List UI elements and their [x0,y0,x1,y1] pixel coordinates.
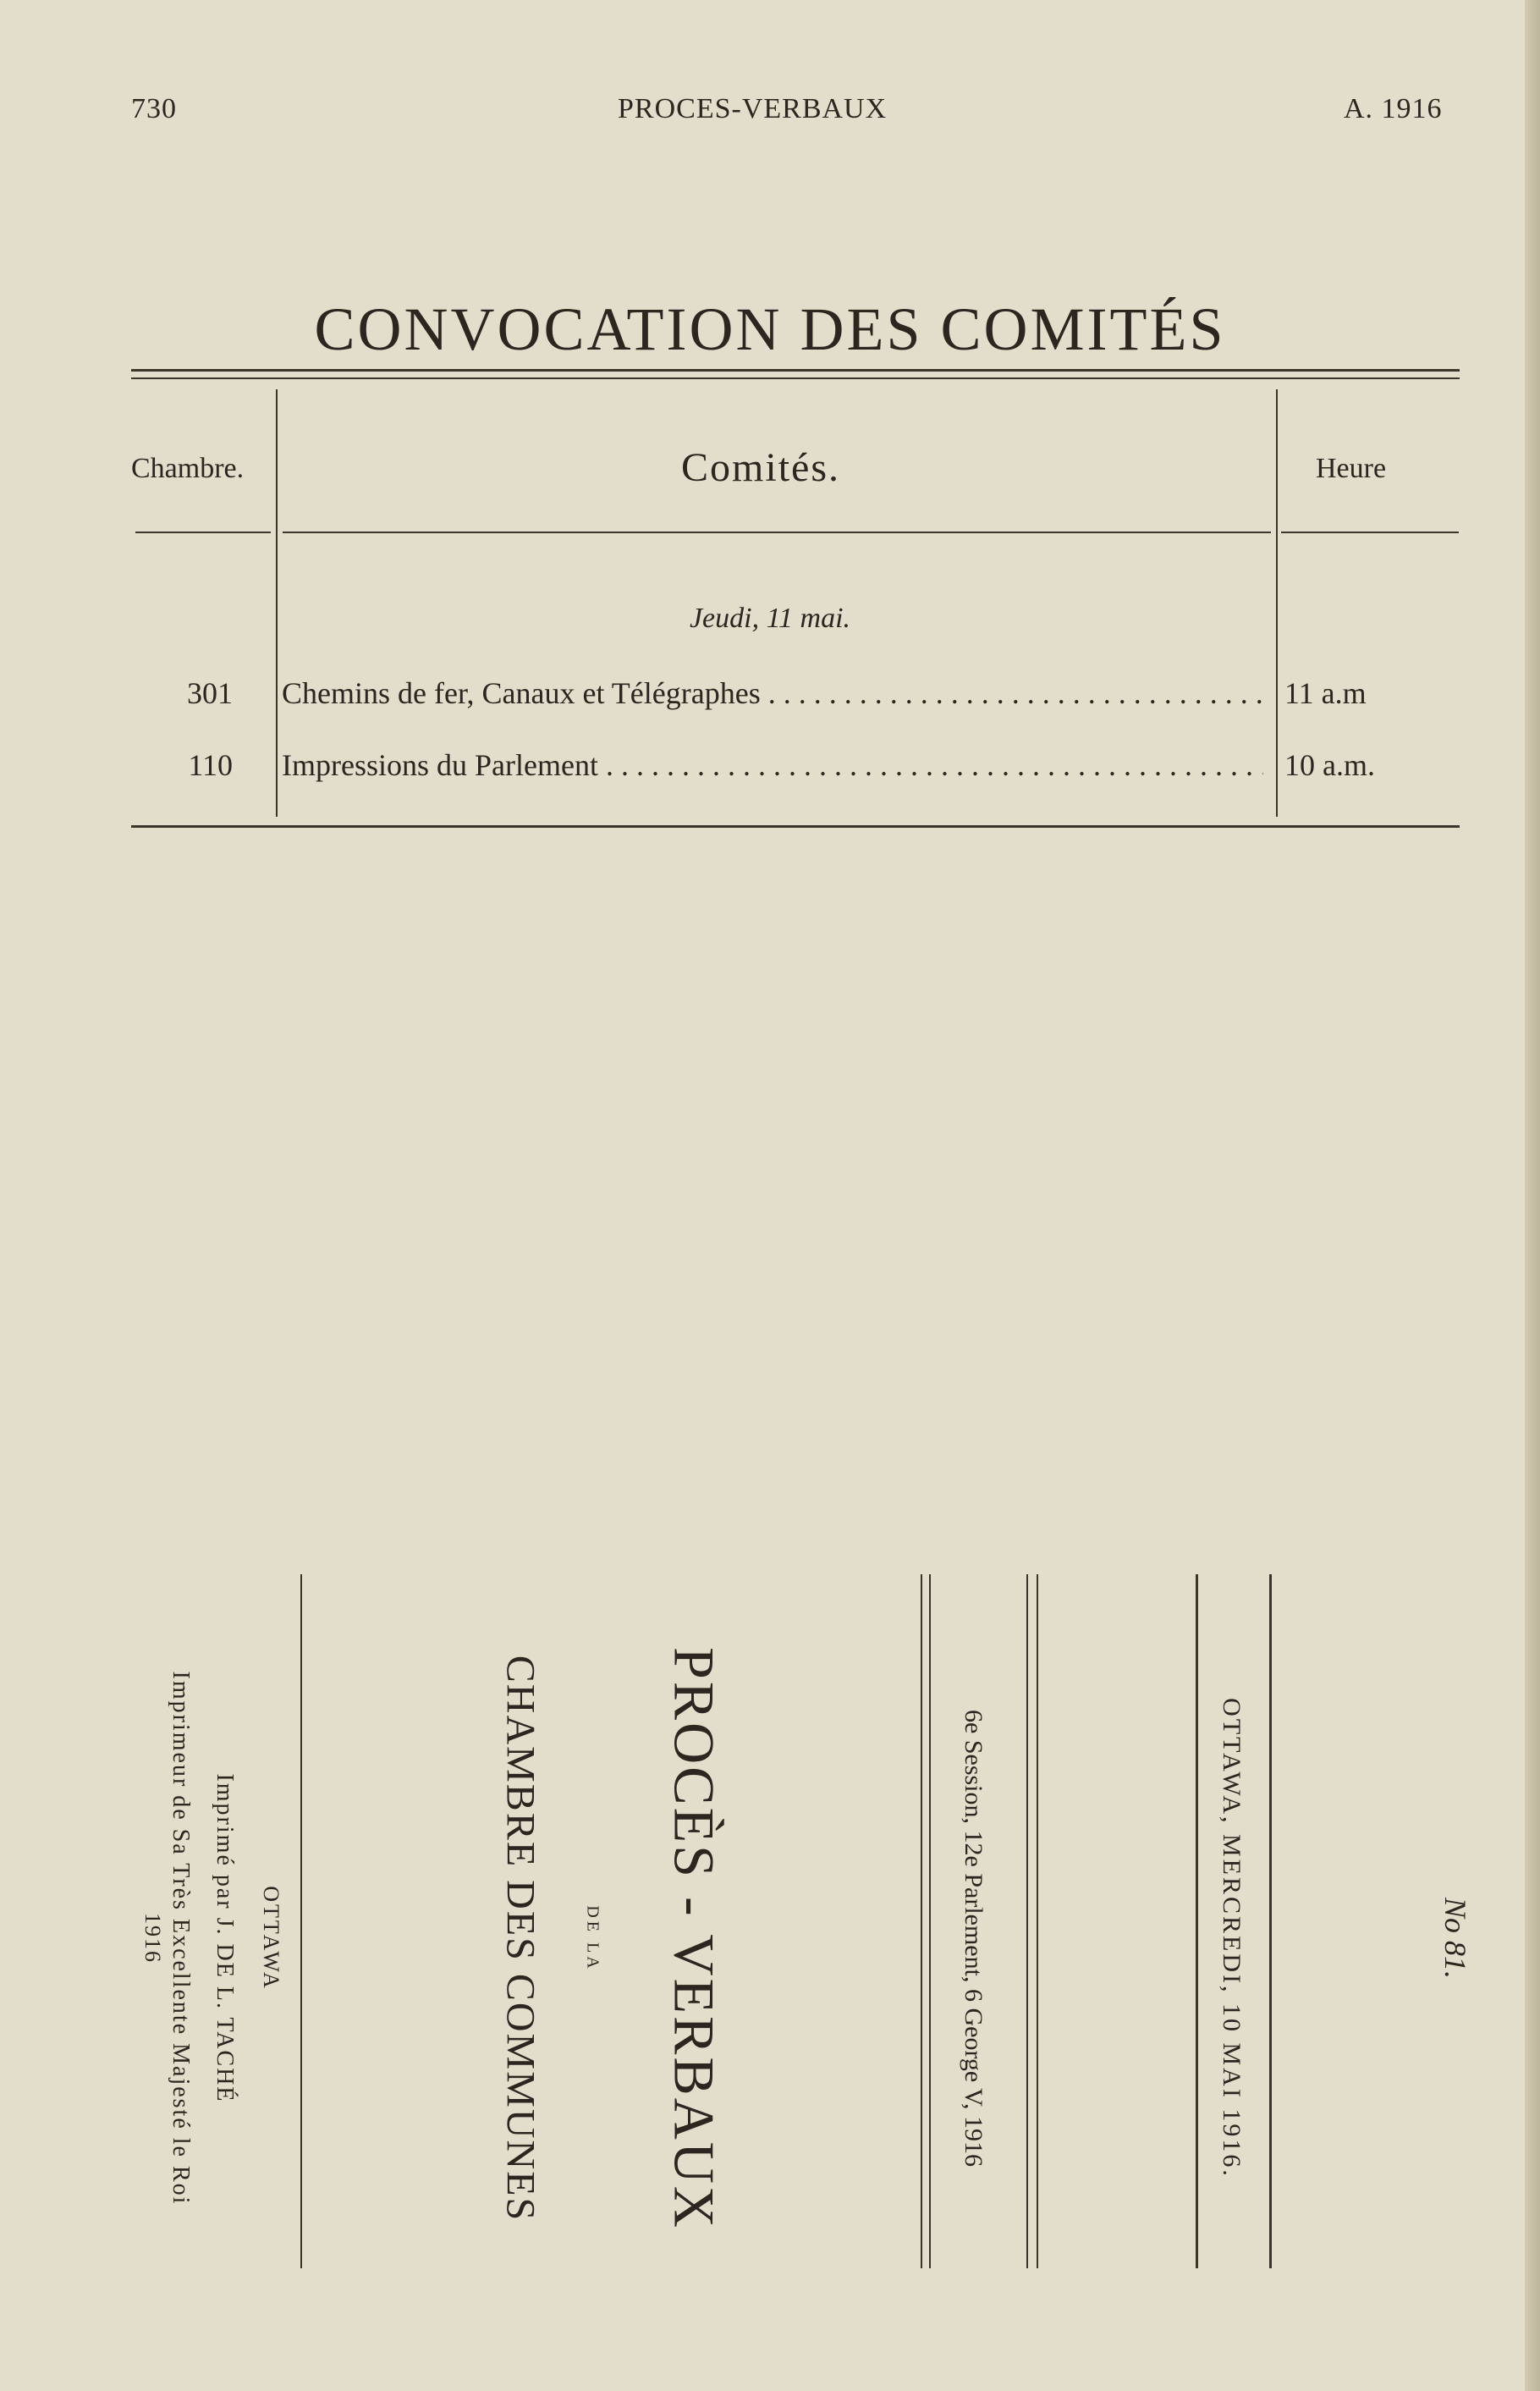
cover-rule [1026,1574,1028,2268]
printer-year: 1916 [140,1913,165,1964]
issue-date: OTTAWA, MERCREDI, 10 MAI 1916. [1218,1698,1246,2179]
header-underline [283,532,1271,533]
table-row [0,675,1540,718]
printer-title: Imprimeur de Sa Très Excellente Majesté le Roi [168,1671,194,2206]
cover-rule [921,1574,922,2268]
table-bottom-rule [131,825,1460,828]
printer-city: OTTAWA [259,1886,283,1991]
cover-rule [1196,1574,1198,2268]
cover-title: PROCÈS - VERBAUX [662,1646,727,2230]
session-line: 6e Session, 12e Parlement, 6 George V, 1916 [960,1710,987,2167]
committee-name: Chemins de fer, Canaux et Télégraphes . . . [282,675,1263,711]
table-top-rule [131,369,1460,372]
page-number: 730 [131,93,177,124]
column-header-heure: Heure [1316,453,1387,484]
header-underline [1281,532,1459,533]
issue-number: No 81. [1438,1897,1472,1979]
cover-rule [1037,1574,1038,2268]
cover-rule [929,1574,931,2268]
day-heading: Jeudi, 11 mai. [689,603,851,634]
running-title: PROCES-VERBAUX [618,93,888,124]
year-mark: A. 1916 [1344,93,1443,124]
printer-line: Imprimé par J. DE L. TACHÉ [212,1773,238,2103]
cover-chamber: CHAMBRE DES COMMUNES [498,1655,543,2222]
cover-rule [1269,1574,1272,2268]
meeting-time: 11 a.m [1284,676,1367,710]
room-number: 110 [188,748,233,782]
cover-de-la: DE LA [583,1904,602,1972]
table-row [0,747,1540,790]
committee-name: Impressions du Parlement . . . [282,747,1263,783]
table-top-rule-thin [131,377,1460,379]
cover-rule [300,1574,302,2268]
meeting-time: 10 a.m. [1284,748,1375,782]
column-header-comites: Comités. [681,445,841,490]
convocation-title: CONVOCATION DES COMITÉS [314,295,1226,364]
column-header-chambre: Chambre. [131,453,245,484]
header-underline [135,532,271,533]
room-number: 301 [187,676,233,710]
